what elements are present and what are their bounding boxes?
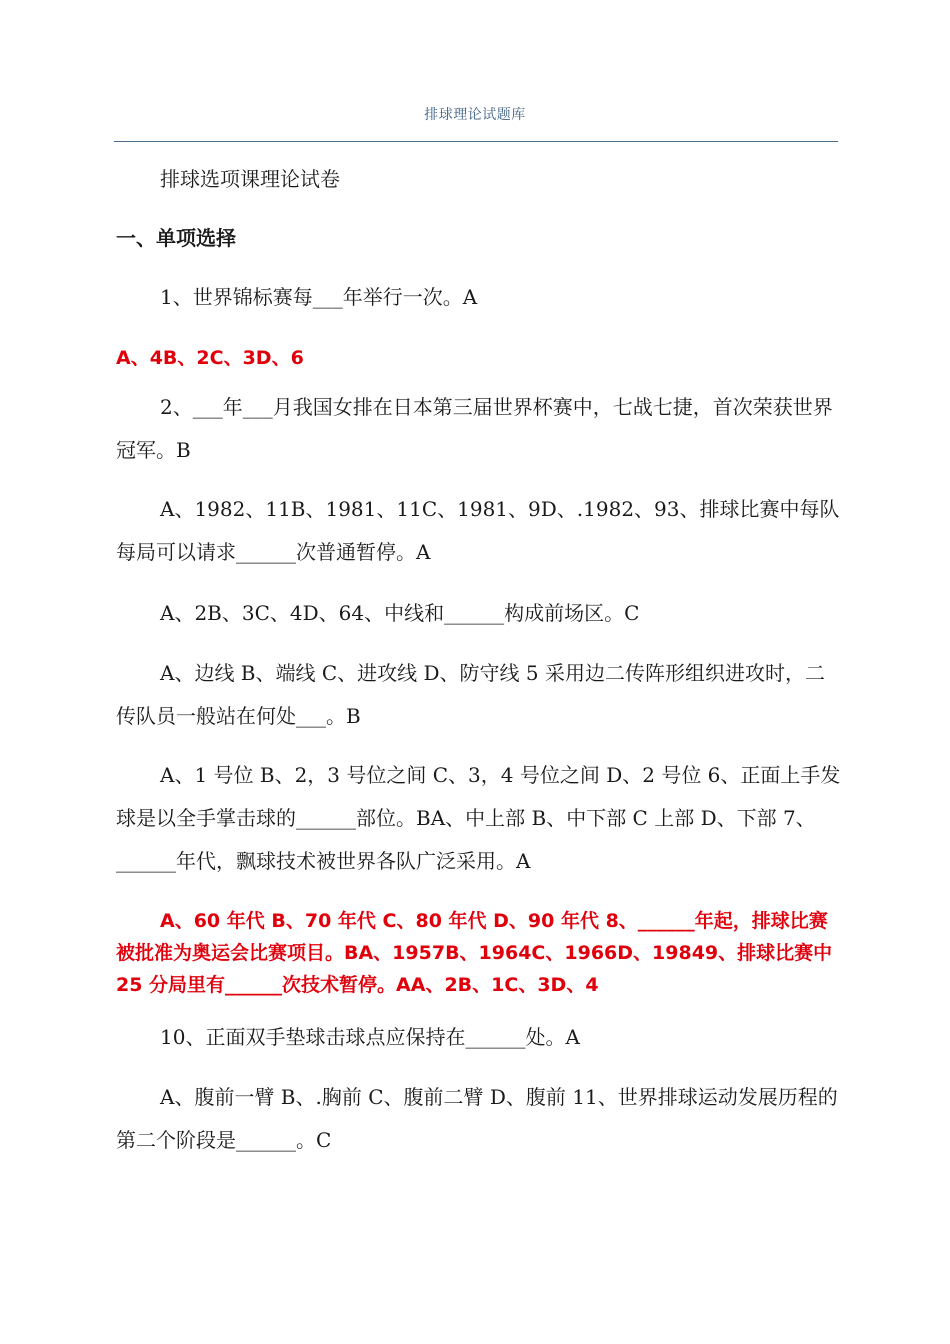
question-10: 10、正面双手垫球击球点应保持在______处。A: [160, 1025, 580, 1049]
question-2-options-question-3: A、1982、11B、1981、11C、1981、9D、.1982、93、排球比赛中每队每局可以请求______次普通暂停。A: [116, 497, 840, 564]
question-1-options: A、4B、2C、3D、6: [116, 347, 304, 369]
question-2: 2、___年___月我国女排在日本第三届世界杯赛中，七战七捷，首次荣获世界冠军。B: [116, 395, 833, 462]
question-5-options-question-6-7: A、1 号位 B、2，3 号位之间 C、3，4 号位之间 D、2 号位 6、正面上手发球是以全手掌击球的______部位。BA、中上部 B、中下部 C 上部 D、下部 7、______年代，飘球技术被世界各队广泛采用。A: [116, 763, 841, 873]
running-header: 排球理论试题库: [424, 107, 526, 123]
question-3-options-question-4: A、2B、3C、4D、64、中线和______构成前场区。C: [160, 601, 640, 625]
question-10-options-question-11: A、腹前一臂 B、.胸前 C、腹前二臂 D、腹前 11、世界排球运动发展历程的第二个阶段是______。C: [116, 1085, 838, 1152]
header-divider: [114, 141, 838, 142]
question-7-options-question-8-9: A、60 年代 B、70 年代 C、80 年代 D、90 年代 8、______年起，排球比赛被批准为奥运会比赛项目。BA、1957B、1964C、1966D、19849、排球比赛中 25 分局里有______次技术暂停。AA、2B、1C、3D、4: [116, 910, 833, 996]
question-1: 1、世界锦标赛每___年举行一次。A: [160, 285, 478, 309]
section-heading: 一、单项选择: [116, 226, 236, 250]
document-title: 排球选项课理论试卷: [160, 167, 340, 191]
question-4-options-question-5: A、边线 B、端线 C、进攻线 D、防守线 5 采用边二传阵形组织进攻时，二传队员一般站在何处___。B: [116, 661, 825, 728]
